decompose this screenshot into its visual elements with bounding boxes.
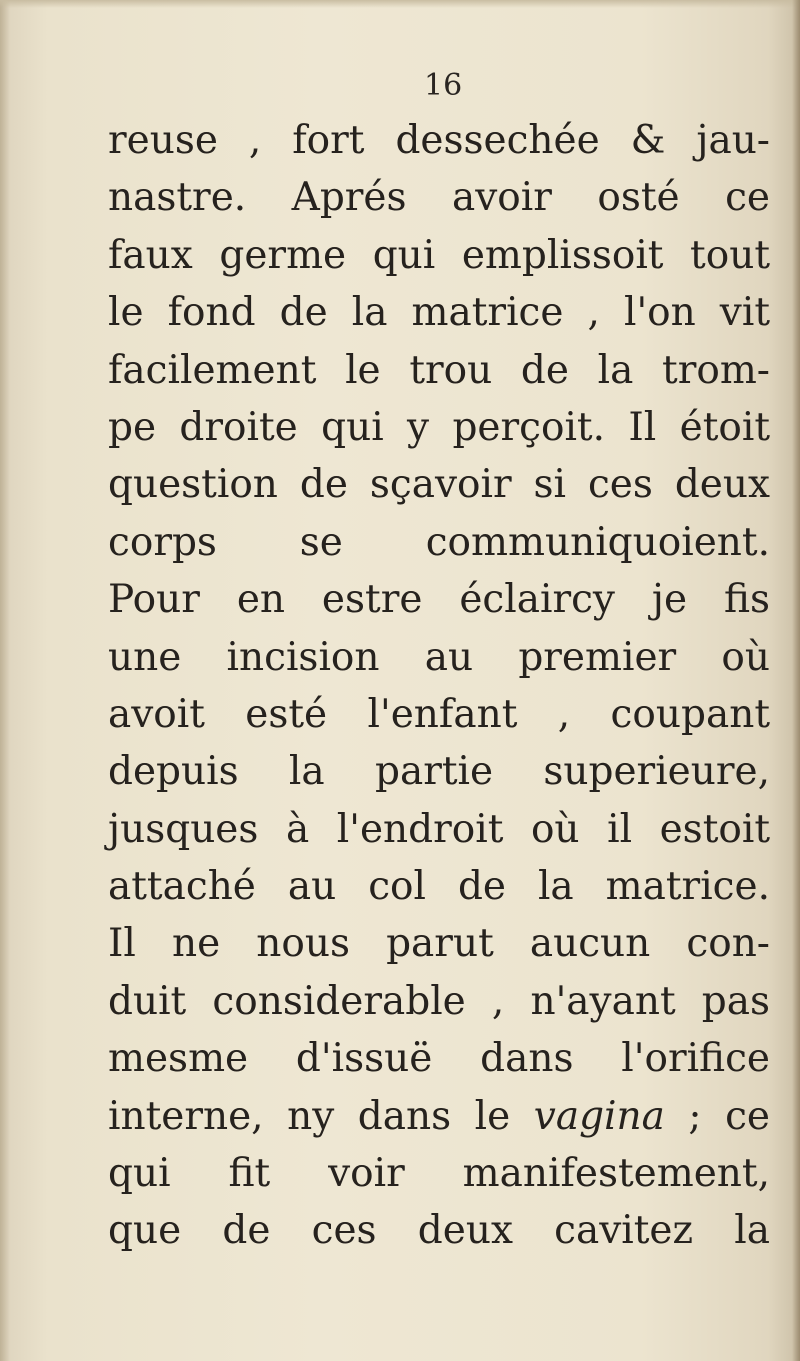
text-line: jusques à l'endroit où il estoit <box>108 806 770 852</box>
text-line: pe droite qui y perçoit. Il étoit <box>108 404 770 450</box>
text-line: facilement le trou de la trom- <box>108 347 770 393</box>
line-tail: ; ce <box>664 1093 771 1139</box>
text-line: mesme d'issuë dans l'orifice <box>108 1036 770 1082</box>
italic-word: vagina <box>533 1093 665 1139</box>
text-line: question de sçavoir si ces deux <box>108 462 770 508</box>
text-line: reuse , fort dessechée & jau- <box>108 118 770 163</box>
text-line: duit considerable , n'ayant pas <box>108 978 770 1024</box>
text-line: attaché au col de la matrice. <box>108 864 770 910</box>
text-line: avoit esté l'enfant , coupant <box>108 691 770 737</box>
page-number: 16 <box>424 68 463 103</box>
text-line: qui fit voir manifestement, <box>108 1151 770 1197</box>
line-text: interne, ny dans le <box>108 1093 511 1139</box>
text-line: Pour en estre éclaircy je fis <box>108 577 770 623</box>
text-line: une incision au premier où <box>108 634 770 680</box>
page-right-edge <box>792 0 800 1361</box>
page-top-edge <box>0 0 800 8</box>
text-line: que de ces deux cavitez la <box>108 1208 770 1254</box>
text-line: Il ne nous parut aucun con- <box>108 921 770 967</box>
text-line: depuis la partie superieure, <box>108 749 770 795</box>
body-text <box>108 112 770 1260</box>
text-line: nastre. Aprés avoir osté ce <box>108 175 770 221</box>
text-line-with-italic <box>108 1088 770 1145</box>
text-line: corps se communiquoient. <box>108 519 770 565</box>
gutter-shadow <box>0 0 10 1361</box>
text-line: le fond de la matrice , l'on vit <box>108 290 770 336</box>
text-line: faux germe qui emplissoit tout <box>108 232 770 278</box>
